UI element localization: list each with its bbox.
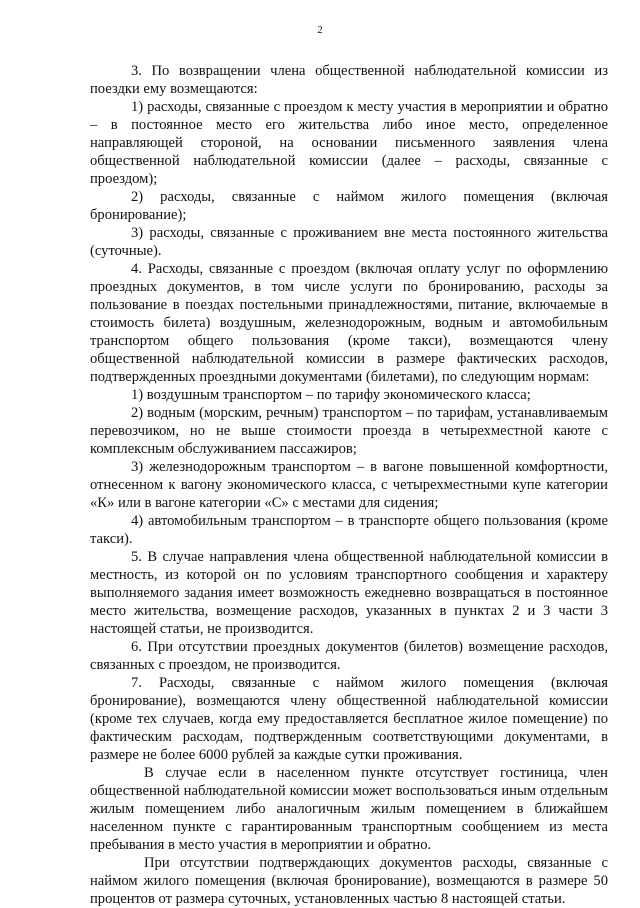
paragraph-4-item-2: 2) водным (морским, речным) транспортом – по тарифам, устанавливаемым перевозчиком, но не выше стоимости проезда в четырехместной каюте с комплексным обслуживанием пассажиров; <box>90 405 608 457</box>
paragraph-7-no-documents: При отсутствии подтверждающих документов расходы, связанные с наймом жилого помещения (включая бронирование), возмещаются в размере 50 процентов от размера суточных, установленных частью 8 настоящей статьи. <box>90 855 608 907</box>
paragraph-4: 4. Расходы, связанные с проездом (включая оплату услуг по оформлению проездных документов, в том числе услуги по бронированию, расходы за пользование в поездах постельными принадлежностями, питание, включаемые в стоимость билета) воздушным, железнодорожным, водным и автомобильным транспортом общего пользования (кроме такси), возмещаются члену общественной наблюдательной комиссии в размере фактических расходов, подтвержденных проездными документами (билетами), по следующим нормам: <box>90 261 608 385</box>
paragraph-5: 5. В случае направления члена общественной наблюдательной комиссии в местность, из которой он по условиям транспортного сообщения и характеру выполняемого задания имеет возможность ежедневно возвращаться в постоянное место жительства, возмещение расходов, указанных в пунктах 2 и 3 части 3 настоящей статьи, не производится. <box>90 549 608 637</box>
paragraph-3-item-1: 1) расходы, связанные с проездом к месту участия в мероприятии и обратно – в постоянное место его жительства либо иное место, определенное направляющей стороной, на основании письменного заявления члена общественной наблюдательной комиссии (далее – расходы, связанные с проездом); <box>90 99 608 187</box>
paragraph-3: 3. По возвращении члена общественной наблюдательной комиссии из поездки ему возмещаются: <box>90 63 608 97</box>
paragraph-4-item-4: 4) автомобильным транспортом – в транспорте общего пользования (кроме такси). <box>90 513 608 547</box>
paragraph-7-no-hotel: В случае если в населенном пункте отсутствует гостиница, член общественной наблюдательной комиссии может воспользоваться иным отдельным жилым помещением либо аналогичным жилым помещением в ближайшем населенном пункте с гарантированным транспортным сообщением из места пребывания в место участия в мероприятии и обратно. <box>90 765 608 853</box>
document-body <box>90 62 608 908</box>
paragraph-3-item-2: 2) расходы, связанные с наймом жилого помещения (включая бронирование); <box>90 189 608 223</box>
paragraph-6: 6. При отсутствии проездных документов (билетов) возмещение расходов, связанных с проездом, не производится. <box>90 639 608 673</box>
paragraph-7: 7. Расходы, связанные с наймом жилого помещения (включая бронирование), возмещаются члену общественной наблюдательной комиссии (кроме тех случаев, когда ему предоставляется бесплатное жилое помещение) по фактическим расходам, подтвержденным соответствующими документами, в размере не более 6000 рублей за каждые сутки проживания. <box>90 675 608 763</box>
paragraph-3-item-3: 3) расходы, связанные с проживанием вне места постоянного жительства (суточные). <box>90 225 608 259</box>
paragraph-4-item-3: 3) железнодорожным транспортом – в вагоне повышенной комфортности, отнесенном к вагону экономического класса, с четырехместными купе категории «К» или в вагоне категории «С» с местами для сидения; <box>90 459 608 511</box>
page-number: 2 <box>317 24 323 36</box>
paragraph-4-item-1: 1) воздушным транспортом – по тарифу экономического класса; <box>131 387 531 403</box>
